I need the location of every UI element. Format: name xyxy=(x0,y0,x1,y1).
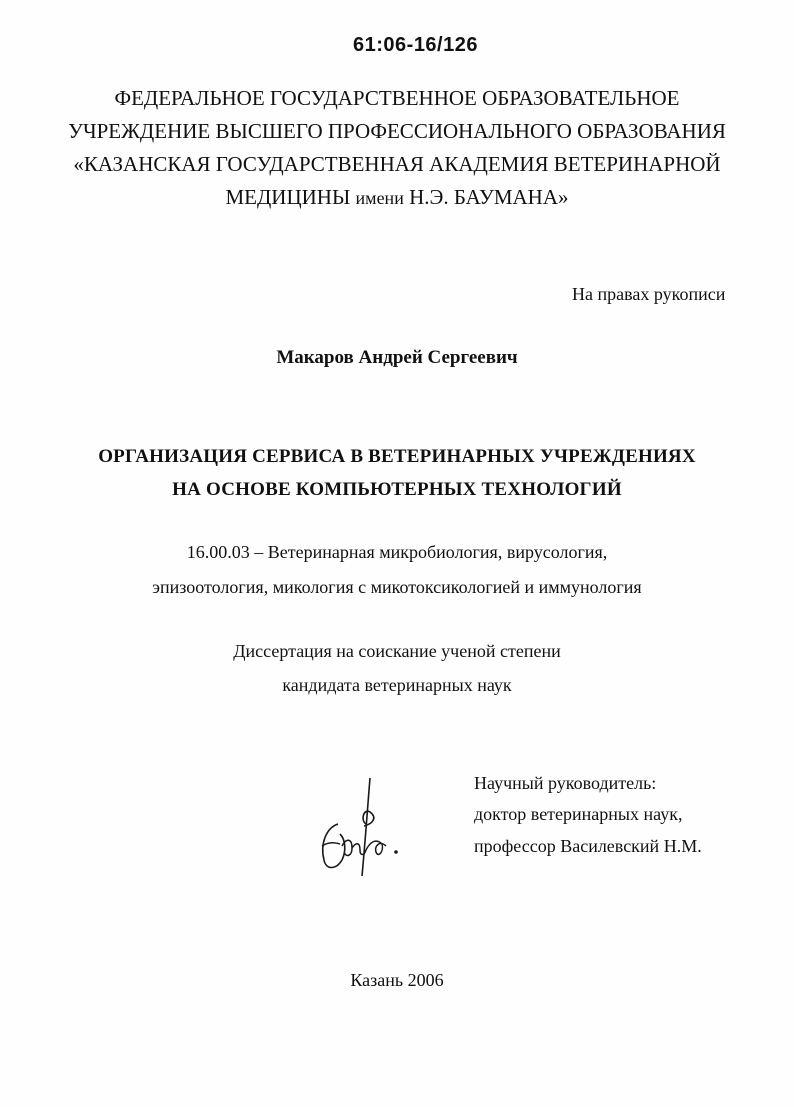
institution-medicine: МЕДИЦИНЫ xyxy=(225,185,351,209)
institution-line-3: «КАЗАНСКАЯ ГОСУДАРСТВЕННАЯ АКАДЕМИЯ ВЕТЕРИНАРНОЙ xyxy=(73,152,721,176)
thesis-title-line-2: НА ОСНОВЕ КОМПЬЮТЕРНЫХ ТЕХНОЛОГИЙ xyxy=(172,479,622,500)
author-name: Макаров Андрей Сергеевич xyxy=(276,347,518,368)
degree-line-2: кандидата ветеринарных наук xyxy=(282,675,512,695)
specialty-line-1: 16.00.03 – Ветеринарная микробиология, вирусология, xyxy=(186,542,608,562)
institution-line-2: УЧРЕЖДЕНИЕ ВЫСШЕГО ПРОФЕССИОНАЛЬНОГО ОБРАЗОВАНИЯ xyxy=(68,119,726,143)
signature-image xyxy=(312,772,404,888)
institution-line-1: ФЕДЕРАЛЬНОЕ ГОСУДАРСТВЕННОЕ ОБРАЗОВАТЕЛЬНОЕ xyxy=(114,86,680,110)
degree-line-1: Диссертация на соискание ученой степени xyxy=(233,641,561,661)
registration-code: 61:06-16/126 xyxy=(353,34,478,56)
specialty-line-2: эпизоотология, микология с микотоксикологией и иммунология xyxy=(152,577,642,597)
thesis-title-line-1: ОРГАНИЗАЦИЯ СЕРВИСА В ВЕТЕРИНАРНЫХ УЧРЕЖДЕНИЯХ xyxy=(98,446,696,467)
institution-bauman: Н.Э. БАУМАНА» xyxy=(409,185,569,209)
manuscript-note: На правах рукописи xyxy=(572,284,726,304)
supervisor-line-2: доктор ветеринарных наук, xyxy=(474,804,683,824)
supervisor-line-3: профессор Василевский Н.М. xyxy=(474,836,702,856)
institution-imeni: имени xyxy=(355,188,404,208)
city-year: Казань 2006 xyxy=(350,970,444,990)
institution-line-4 xyxy=(0,187,794,208)
supervisor-line-1: Научный руководитель: xyxy=(474,773,657,793)
